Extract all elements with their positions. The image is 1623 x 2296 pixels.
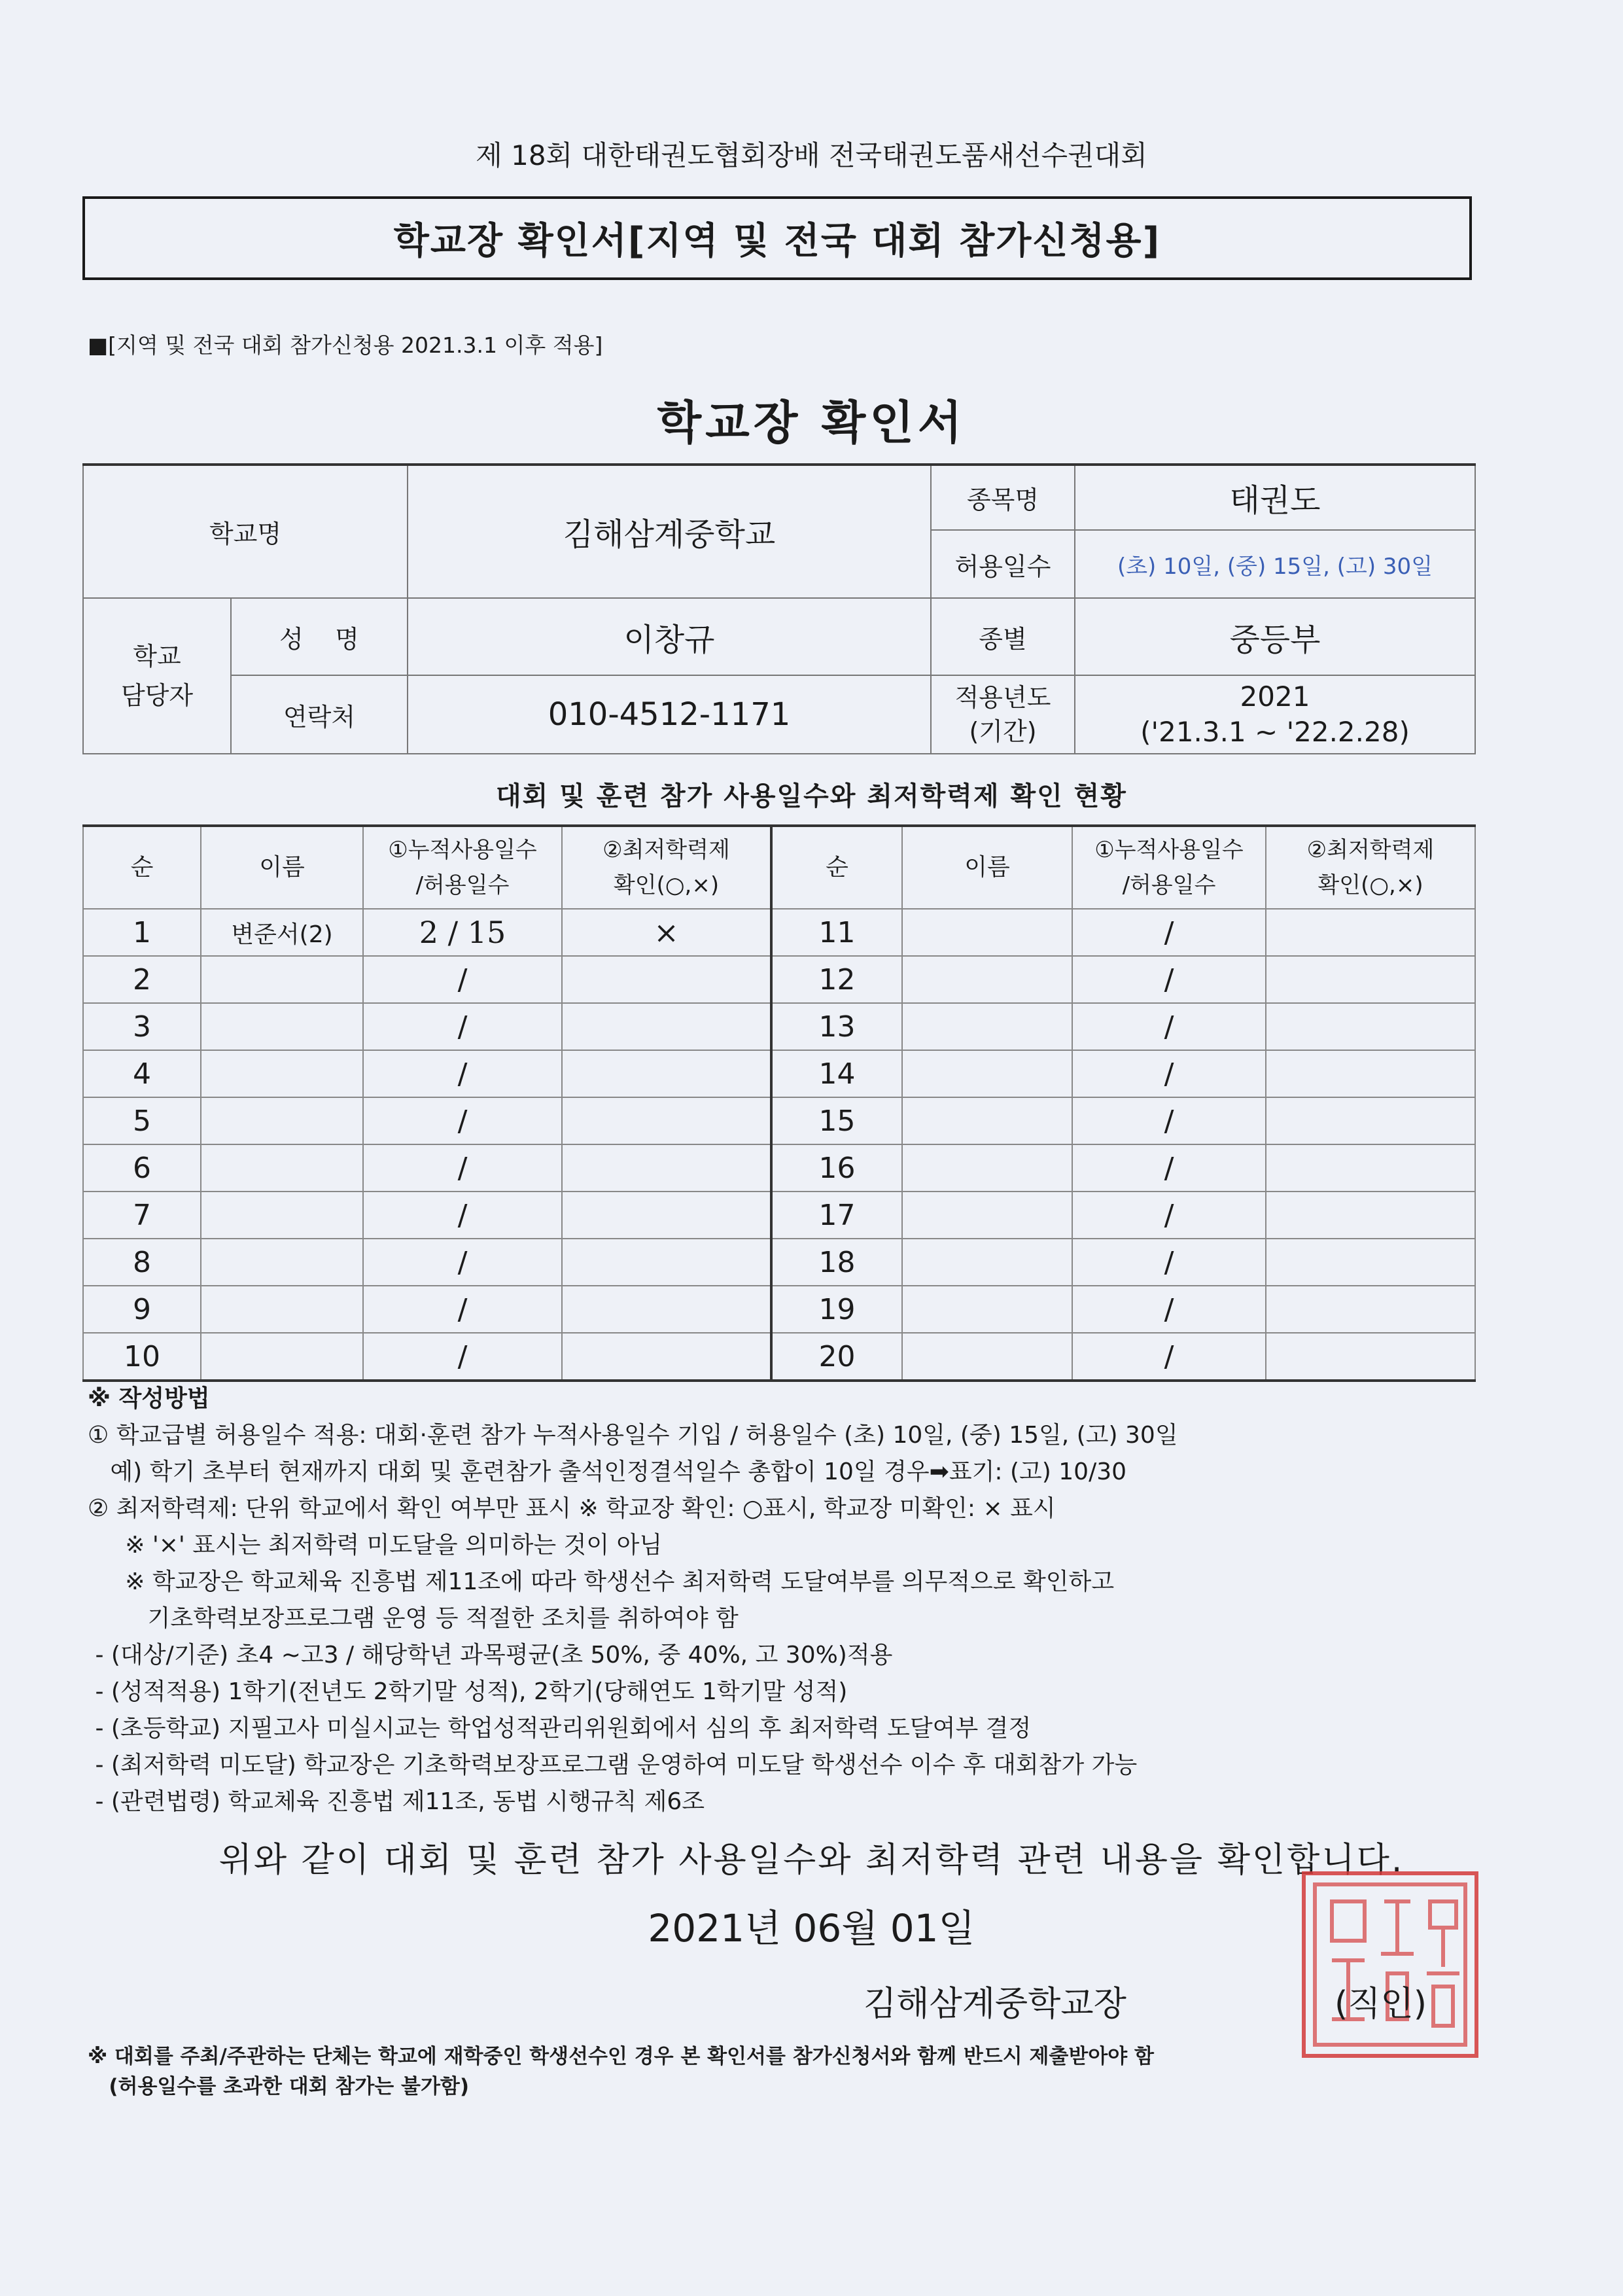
table-row [83, 1333, 1475, 1381]
row-academic [1266, 1239, 1475, 1286]
row-academic [1266, 1144, 1475, 1192]
contact-value: 010-4512-1171 [408, 675, 931, 754]
row-academic [1266, 1333, 1475, 1381]
seal-pattern-icon [1306, 1875, 1475, 2054]
row-no: 15 [771, 1097, 902, 1144]
row-name [902, 956, 1072, 1003]
bottom-note [88, 2041, 1154, 2102]
allowed-days-value: (초) 10일, (중) 15일, (고) 30일 [1075, 530, 1475, 598]
row-no: 20 [771, 1333, 902, 1381]
row-days: / [363, 1333, 562, 1381]
year-value: 2021 ('21.3.1 ~ '22.2.28) [1075, 675, 1475, 754]
header-days: ①누적사용일수 /허용일수 [1072, 826, 1266, 909]
row-no: 8 [83, 1239, 201, 1286]
row-academic [562, 1333, 771, 1381]
row-days: / [1072, 956, 1266, 1003]
row-days: / [363, 1003, 562, 1050]
row-no: 5 [83, 1097, 201, 1144]
note-line: - (성적적용) 1학기(전년도 2학기말 성적), 2학기(당해연도 1학기말 성적) [88, 1678, 848, 1705]
event-title: 제 18회 대한태권도협회장배 전국태권도품새선수권대회 [476, 139, 1147, 171]
row-academic [562, 1097, 771, 1144]
note-line: - (초등학교) 지필고사 미실시교는 학업성적관리위원회에서 심의 후 최저학력 도달여부 결정 [88, 1715, 1032, 1742]
manager-name-value: 이창규 [408, 598, 931, 675]
row-name [201, 1144, 363, 1192]
seal-label: (직인) [1335, 1985, 1427, 2024]
note-line: - (대상/기준) 초4 ~고3 / 해당학년 과목평균(초 50%, 중 40%, 고 30%)적용 [88, 1642, 893, 1669]
principal-name: 김해삼계중학교장 [864, 1985, 1126, 2024]
row-no: 2 [83, 956, 201, 1003]
row-academic [1266, 1050, 1475, 1097]
row-days: / [1072, 1239, 1266, 1286]
row-no: 12 [771, 956, 902, 1003]
school-label: 학교명 [83, 465, 408, 598]
bottom-note-line: ※ 대회를 주최/주관하는 단체는 학교에 재학중인 학생선수인 경우 본 확인서를 참가신청서와 함께 반드시 제출받아야 함 [88, 2045, 1154, 2068]
row-no: 18 [771, 1239, 902, 1286]
row-academic [562, 956, 771, 1003]
table-row [83, 909, 1475, 956]
row-days: / [1072, 1286, 1266, 1333]
note-line: ① 학교급별 허용일수 적용: 대회·훈련 참가 누적사용일수 기입 / 허용일수 (초) 10일, (중) 15일, (고) 30일 [88, 1422, 1178, 1449]
sport-value: 태권도 [1075, 465, 1475, 530]
bottom-note-line: (허용일수를 초과한 대회 참가는 불가함) [88, 2075, 470, 2098]
row-name [902, 1333, 1072, 1381]
row-no: 14 [771, 1050, 902, 1097]
row-days: / [1072, 909, 1266, 956]
row-name [902, 1050, 1072, 1097]
row-no: 3 [83, 1003, 201, 1050]
row-days: / [1072, 1003, 1266, 1050]
row-name [201, 1050, 363, 1097]
form-title-box: 학교장 확인서[지역 및 전국 대회 참가신청용] [82, 196, 1472, 280]
table-row [83, 1286, 1475, 1333]
note-line: ※ '×' 표시는 최저학력 미도달을 의미하는 것이 아님 [88, 1532, 663, 1559]
row-days: / [1072, 1144, 1266, 1192]
row-name [201, 1003, 363, 1050]
row-days: / [1072, 1097, 1266, 1144]
contact-label: 연락처 [231, 675, 408, 754]
row-academic [1266, 909, 1475, 956]
row-name [201, 1239, 363, 1286]
official-seal-stamp [1302, 1871, 1478, 2058]
main-title: 학교장 확인서 [657, 396, 966, 450]
note-line: - (관련법령) 학교체육 진흥법 제11조, 동법 시행규칙 제6조 [88, 1788, 705, 1815]
row-name: 변준서(2) [201, 909, 363, 956]
row-days: / [1072, 1333, 1266, 1381]
row-days: / [363, 956, 562, 1003]
name-label: 성 명 [231, 598, 408, 675]
school-value: 김해삼계중학교 [408, 465, 931, 598]
row-academic [1266, 1097, 1475, 1144]
table-row [83, 1003, 1475, 1050]
row-no: 10 [83, 1333, 201, 1381]
header-no: 순 [771, 826, 902, 909]
row-name [201, 1286, 363, 1333]
row-academic [1266, 1003, 1475, 1050]
row-name [902, 1097, 1072, 1144]
row-days: / [363, 1286, 562, 1333]
note-line: ② 최저학력제: 단위 학교에서 확인 여부만 표시 ※ 학교장 확인: ○표시, 학교장 미확인: × 표시 [88, 1495, 1056, 1522]
table-row [83, 1050, 1475, 1097]
row-academic [1266, 1192, 1475, 1239]
row-academic [1266, 956, 1475, 1003]
header-name: 이름 [902, 826, 1072, 909]
note-line: ※ 작성방법 [88, 1385, 210, 1412]
row-academic [562, 1286, 771, 1333]
header-no: 순 [83, 826, 201, 909]
manager-label: 학교 담당자 [83, 598, 231, 754]
participant-table [82, 824, 1476, 1382]
row-academic [562, 1003, 771, 1050]
note-line: - (최저학력 미도달) 학교장은 기초학력보장프로그램 운영하여 미도달 학생선수 이수 후 대회참가 가능 [88, 1752, 1138, 1778]
row-no: 19 [771, 1286, 902, 1333]
row-name [902, 1239, 1072, 1286]
row-days: / [363, 1239, 562, 1286]
row-name [902, 1192, 1072, 1239]
header-academic: ②최저학력제 확인(○,×) [1266, 826, 1475, 909]
row-academic [562, 1239, 771, 1286]
row-no: 7 [83, 1192, 201, 1239]
row-name [902, 909, 1072, 956]
row-name [902, 1286, 1072, 1333]
row-days: / [1072, 1050, 1266, 1097]
note-line: 기초학력보장프로그램 운영 등 적절한 조치를 취하여야 함 [88, 1605, 739, 1632]
row-no: 1 [83, 909, 201, 956]
row-no: 4 [83, 1050, 201, 1097]
table-row [83, 1097, 1475, 1144]
row-no: 11 [771, 909, 902, 956]
row-name [201, 1333, 363, 1381]
table-row [83, 1192, 1475, 1239]
division-label: 종별 [931, 598, 1075, 675]
row-academic: × [562, 909, 771, 956]
row-name [201, 1097, 363, 1144]
row-days: / [1072, 1192, 1266, 1239]
row-name [902, 1003, 1072, 1050]
info-table [82, 463, 1476, 754]
apply-note: ■[지역 및 전국 대회 참가신청용 2021.3.1 이후 적용] [88, 332, 603, 358]
division-value: 중등부 [1075, 598, 1475, 675]
table-row [83, 956, 1475, 1003]
header-days: ①누적사용일수 /허용일수 [363, 826, 562, 909]
row-name [201, 1192, 363, 1239]
issue-date: 2021년 06월 01일 [648, 1906, 975, 1951]
row-name [201, 956, 363, 1003]
row-name [902, 1144, 1072, 1192]
row-academic [1266, 1286, 1475, 1333]
participant-rows [83, 909, 1475, 1381]
status-title: 대회 및 훈련 참가 사용일수와 최저학력제 확인 현황 [496, 781, 1127, 811]
row-academic [562, 1050, 771, 1097]
header-academic: ②최저학력제 확인(○,×) [562, 826, 771, 909]
table-row [83, 1239, 1475, 1286]
row-days: / [363, 1144, 562, 1192]
row-days: 2 / 15 [363, 909, 562, 956]
row-no: 16 [771, 1144, 902, 1192]
row-days: / [363, 1192, 562, 1239]
allowed-days-label: 허용일수 [931, 530, 1075, 598]
year-label: 적용년도 (기간) [931, 675, 1075, 754]
row-days: / [363, 1050, 562, 1097]
row-academic [562, 1144, 771, 1192]
note-line: ※ 학교장은 학교체육 진흥법 제11조에 따라 학생선수 최저학력 도달여부를 의무적으로 확인하고 [88, 1568, 1115, 1595]
row-no: 6 [83, 1144, 201, 1192]
table-row [83, 1144, 1475, 1192]
row-days: / [363, 1097, 562, 1144]
header-name: 이름 [201, 826, 363, 909]
note-line: 예) 학기 초부터 현재까지 대회 및 훈련참가 출석인정결석일수 총합이 10일 경우➡표기: (고) 10/30 [88, 1458, 1127, 1485]
sport-label: 종목명 [931, 465, 1075, 530]
confirmation-statement: 위와 같이 대회 및 훈련 참가 사용일수와 최저학력 관련 내용을 확인합니다. [218, 1841, 1405, 1880]
row-no: 13 [771, 1003, 902, 1050]
row-no: 17 [771, 1192, 902, 1239]
writing-method-notes [88, 1381, 1494, 1820]
row-no: 9 [83, 1286, 201, 1333]
row-academic [562, 1192, 771, 1239]
